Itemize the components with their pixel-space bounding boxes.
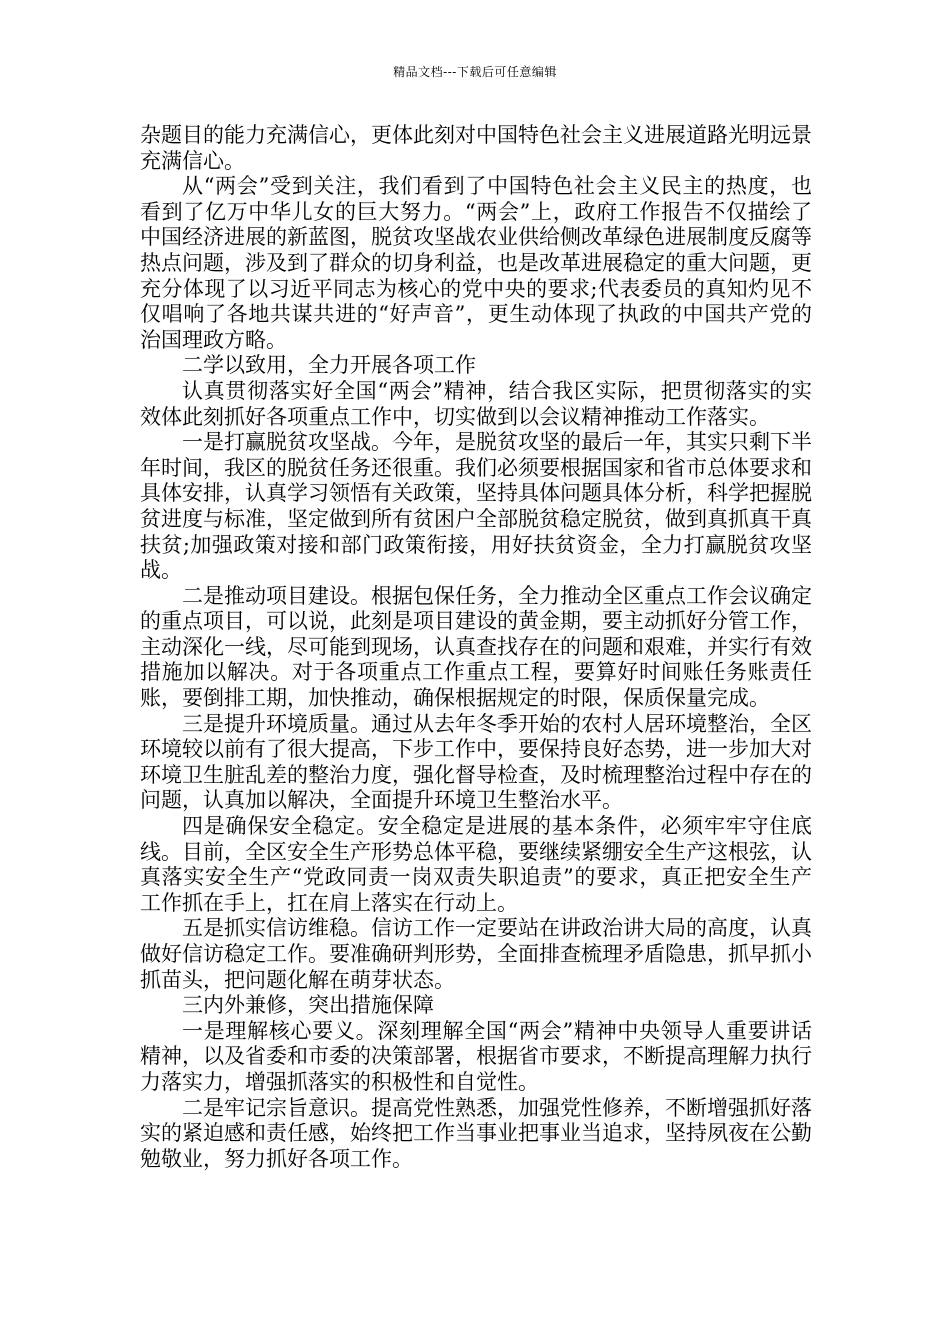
paragraph-4: 一是打赢脱贫攻坚战。今年，是脱贫攻坚的最后一年，其实只剩下半年时间，我区的脱贫任务还很重。我们必须要根据国家和省市总体要求和具体安排，认真学习领悟有关政策，坚持具体问题具体分析，科学把握脱贫进度与标准，坚定做到所有贫困户全部脱贫稳定脱贫，做到真抓真干真扶贫;加强政策对接和部门政策衔接，用好扶贫资金，全力打赢脱贫攻坚战。	[140, 430, 812, 583]
paragraph-6: 三是提升环境质量。通过从去年冬季开始的农村人居环境整治，全区环境较以前有了很大提高，下步工作中，要保持良好态势，进一步加大对环境卫生脏乱差的整治力度，强化督导检查，及时梳理整治过程中存在的问题，认真加以解决，全面提升环境卫生整治水平。	[140, 711, 812, 813]
paragraph-2: 从“两会”受到关注，我们看到了中国特色社会主义民主的热度，也看到了亿万中华儿女的巨大努力。“两会”上，政府工作报告不仅描绘了中国经济进展的新蓝图，脱贫攻坚战农业供给侧改革绿色进展制度反腐等热点问题，涉及到了群众的切身利益，也是改革进展稳定的重大问题，更充分体现了以习近平同志为核心的党中央的要求;代表委员的真知灼见不仅唱响了各地共谋共进的“好声音”，更生动体现了执政的中国共产党的治国理政方略。	[140, 174, 812, 352]
document-body	[140, 123, 812, 1172]
section-heading-3: 三内外兼修，突出措施保障	[182, 993, 434, 1018]
paragraph-9: 一是理解核心要义。深刻理解全国“两会”精神中央领导人重要讲话精神，以及省委和市委的决策部署，根据省市要求，不断提高理解力执行力落实力，增强抓落实的积极性和自觉性。	[140, 1018, 812, 1094]
page-header: 精品文档---下载后可任意编辑	[393, 65, 557, 79]
paragraph-5: 二是推动项目建设。根据包保任务，全力推动全区重点工作会议确定的重点项目，可以说，此刻是项目建设的黄金期，要主动抓好分管工作，主动深化一线，尽可能到现场，认真查找存在的问题和艰难，并实行有效措施加以解决。对于各项重点工作重点工程，要算好时间账任务账责任账，要倒排工期，加快推动，确保根据规定的时限，保质保量完成。	[140, 583, 812, 711]
paragraph-8: 五是抓实信访维稳。信访工作一定要站在讲政治讲大局的高度，认真做好信访稳定工作。要准确研判形势，全面排查梳理矛盾隐患，抓早抓小抓苗头，把问题化解在萌芽状态。	[140, 916, 812, 992]
paragraph-10: 二是牢记宗旨意识。提高党性熟悉，加强党性修养，不断增强抓好落实的紧迫感和责任感，始终把工作当事业把事业当追求，坚持夙夜在公勤勉敬业，努力抓好各项工作。	[140, 1095, 812, 1171]
paragraph-1: 杂题目的能力充满信心，更体此刻对中国特色社会主义进展道路光明远景充满信心。	[140, 123, 812, 173]
paragraph-7: 四是确保安全稳定。安全稳定是进展的基本条件，必须牢牢守住底线。目前，全区安全生产形势总体平稳，要继续紧绷安全生产这根弦，认真落实安全生产“党政同责一岗双责失职追责”的要求，真正把安全生产工作抓在手上，扛在肩上落实在行动上。	[140, 814, 812, 915]
section-heading-2: 二学以致用，全力开展各项工作	[182, 353, 476, 378]
paragraph-3: 认真贯彻落实好全国“两会”精神，结合我区实际，把贯彻落实的实效体此刻抓好各项重点工作中，切实做到以会议精神推动工作落实。	[140, 378, 812, 429]
